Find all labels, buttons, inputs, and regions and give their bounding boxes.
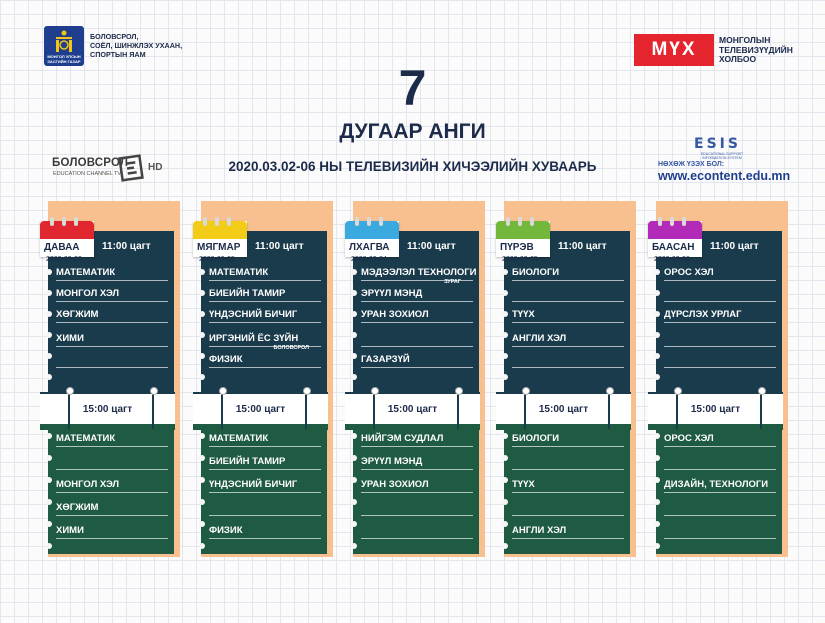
binder-hole-icon [654, 290, 660, 296]
pin-icon [371, 387, 379, 395]
afternoon-time: 15:00 цагт [82, 404, 133, 415]
soyombo-emblem-icon [44, 26, 84, 66]
esis-logo: ESIS [694, 136, 741, 152]
afternoon-slot [664, 496, 776, 516]
calendar-ring-icon [682, 217, 686, 226]
subject-label: АНГЛИ ХЭЛ [512, 525, 567, 536]
morning-slot [664, 303, 776, 323]
pin-icon [219, 387, 227, 395]
subject-label: БИОЛОГИ [512, 267, 560, 278]
calendar-ring-icon [379, 217, 383, 226]
binder-hole-icon [502, 455, 508, 461]
afternoon-slot [209, 519, 321, 539]
binder-hole-icon [654, 455, 660, 461]
emblem-caption: МОНГОЛ УЛСЫН ЗАСГИЙН ГАЗАР [47, 54, 81, 64]
binder-hole-icon [199, 455, 205, 461]
morning-slot [664, 348, 776, 368]
pin-icon [150, 387, 158, 395]
afternoon-slot [512, 450, 624, 470]
afternoon-slot [209, 496, 321, 516]
binder-hole-icon [351, 499, 357, 505]
day-name: ПҮРЭВ [500, 242, 534, 253]
subject-label: ХИМИ [56, 333, 84, 344]
day-column [40, 201, 175, 561]
channel-name: БОЛОВСРОЛ [52, 157, 129, 169]
binder-hole-icon [502, 521, 508, 527]
binder-hole-icon [46, 332, 52, 338]
pin-icon [303, 387, 311, 395]
day-date: 2020-03-03 [199, 256, 235, 263]
subject-label: МЭДЭЭЛЭЛ ТЕХНОЛОГИ [361, 267, 477, 278]
day-column [193, 201, 328, 561]
binder-hole-icon [46, 290, 52, 296]
day-column [648, 201, 783, 561]
day-name: ДАВАА [44, 242, 80, 253]
afternoon-slot [209, 473, 321, 493]
morning-slot [209, 282, 321, 302]
afternoon-slot [209, 450, 321, 470]
subject-label: БИЕИЙН ТАМИР [209, 288, 286, 299]
binder-hole-icon [654, 521, 660, 527]
binder-hole-icon [502, 499, 508, 505]
ministry-name-line: СОЁЛ, ШИНЖЛЭХ УХААН, [90, 41, 183, 50]
binder-hole-icon [199, 433, 205, 439]
day-tab-color [193, 221, 247, 239]
afternoon-slot [361, 519, 473, 539]
calendar-ring-icon [74, 217, 78, 226]
binder-hole-icon [199, 311, 205, 317]
morning-slot [664, 261, 776, 281]
subject-label: АНГЛИ ХЭЛ [512, 333, 567, 344]
subject-label: МАТЕМАТИК [209, 433, 269, 444]
afternoon-slot [512, 519, 624, 539]
subject-label: ОРОС ХЭЛ [664, 267, 714, 278]
afternoon-time: 15:00 цагт [387, 404, 438, 415]
binder-hole-icon [502, 543, 508, 549]
day-column [496, 201, 631, 561]
esis-caption: НӨХӨЖ ҮЗЭХ БОЛ: [658, 161, 725, 168]
calendar-ring-icon [530, 217, 534, 226]
subject-label: УРАН ЗОХИОЛ [361, 479, 429, 490]
binder-hole-icon [46, 477, 52, 483]
subject-label: ОРОС ХЭЛ [664, 433, 714, 444]
ministry-logo [44, 26, 204, 72]
subject-label: ХИМИ [56, 525, 84, 536]
morning-slot [209, 327, 321, 351]
day-tab [345, 221, 399, 263]
morning-slot [361, 282, 473, 302]
day-tab [40, 221, 94, 263]
subject-label: БИЕИЙН ТАМИР [209, 456, 286, 467]
afternoon-slot [664, 450, 776, 470]
binder-hole-icon [654, 477, 660, 483]
binder-hole-icon [199, 521, 205, 527]
subject-label: ФИЗИК [209, 354, 243, 365]
calendar-ring-icon [203, 217, 207, 226]
binder-hole-icon [502, 477, 508, 483]
ministry-name-line: СПОРТЫН ЯАМ [90, 50, 146, 59]
binder-hole-icon [46, 455, 52, 461]
subject-label: ИРГЭНИЙ ЁС ЗҮЙН [209, 333, 299, 344]
morning-slot [56, 303, 168, 323]
morning-time: 11:00 цагт [710, 241, 759, 252]
pin-icon [758, 387, 766, 395]
day-tab [648, 221, 702, 263]
channel-e-icon [118, 154, 146, 182]
binder-hole-icon [46, 499, 52, 505]
binder-hole-icon [502, 290, 508, 296]
subject-label: МАТЕМАТИК [56, 433, 116, 444]
morning-slot [209, 348, 321, 368]
binder-hole-icon [654, 332, 660, 338]
binder-hole-icon [351, 311, 357, 317]
pin-icon [66, 387, 74, 395]
pin-icon [606, 387, 614, 395]
day-tab-color [345, 221, 399, 239]
subject-label: ЭРҮҮЛ МЭНД [361, 288, 423, 299]
afternoon-slot [56, 473, 168, 493]
binder-hole-icon [351, 353, 357, 359]
afternoon-slot [512, 427, 624, 447]
afternoon-slot [512, 473, 624, 493]
morning-slot [56, 282, 168, 302]
binder-hole-icon [351, 269, 357, 275]
binder-hole-icon [199, 353, 205, 359]
subject-note: ЗУРАГ [444, 279, 461, 285]
binder-hole-icon [654, 433, 660, 439]
afternoon-slot [361, 496, 473, 516]
afternoon-slot [56, 427, 168, 447]
morning-slot [361, 327, 473, 347]
calendar-ring-icon [50, 217, 54, 226]
mnb-logo [634, 34, 794, 70]
binder-hole-icon [199, 477, 205, 483]
binder-hole-icon [46, 543, 52, 549]
binder-hole-icon [654, 269, 660, 275]
day-name: МЯГМАР [197, 242, 241, 253]
subject-label: ФИЗИК [209, 525, 243, 536]
binder-hole-icon [351, 374, 357, 380]
binder-hole-icon [46, 521, 52, 527]
esis-block [658, 136, 798, 186]
binder-hole-icon [351, 521, 357, 527]
morning-slot [664, 282, 776, 302]
binder-hole-icon [46, 269, 52, 275]
subject-label: ЭРҮҮЛ МЭНД [361, 456, 423, 467]
morning-time: 11:00 цагт [255, 241, 304, 252]
ministry-name-line: БОЛОВСРОЛ, [90, 32, 139, 41]
subject-label: НИЙГЭМ СУДЛАЛ [361, 433, 444, 444]
grade-title: ДУГААР АНГИ [339, 120, 486, 143]
calendar-ring-icon [227, 217, 231, 226]
binder-hole-icon [351, 543, 357, 549]
morning-time: 11:00 цагт [102, 241, 151, 252]
binder-hole-icon [351, 455, 357, 461]
binder-hole-icon [46, 374, 52, 380]
binder-hole-icon [654, 311, 660, 317]
day-date: 2020-03-02 [46, 256, 82, 263]
calendar-ring-icon [355, 217, 359, 226]
morning-slot [512, 282, 624, 302]
morning-time: 11:00 цагт [558, 241, 607, 252]
ministry-name [90, 32, 208, 59]
afternoon-slot [361, 427, 473, 447]
morning-slot [209, 261, 321, 281]
afternoon-slot [361, 473, 473, 493]
channel-hd-label: HD [148, 162, 163, 173]
calendar-ring-icon [506, 217, 510, 226]
calendar-ring-icon [658, 217, 662, 226]
morning-slot [56, 261, 168, 281]
afternoon-slot [512, 496, 624, 516]
subject-label: ТҮҮХ [512, 309, 535, 320]
afternoon-slot [56, 519, 168, 539]
calendar-ring-icon [215, 217, 219, 226]
morning-slot [512, 303, 624, 323]
afternoon-slot [664, 473, 776, 493]
afternoon-slot [664, 427, 776, 447]
subject-label: МОНГОЛ ХЭЛ [56, 288, 120, 299]
subject-label: ҮНДЭСНИЙ БИЧИГ [209, 479, 298, 490]
afternoon-slot [664, 519, 776, 539]
day-tab-color [40, 221, 94, 239]
channel-subtitle: EDUCATION CHANNEL TV [53, 171, 122, 177]
binder-hole-icon [502, 374, 508, 380]
day-column [345, 201, 480, 561]
binder-hole-icon [199, 374, 205, 380]
subject-label: ХӨГЖИМ [56, 309, 99, 320]
day-date: 2020-03-06 [654, 256, 690, 263]
morning-slot [512, 348, 624, 368]
subject-note: БОЛОВСРОЛ [273, 345, 309, 351]
subject-label: ГАЗАРЗҮЙ [361, 354, 410, 365]
binder-hole-icon [199, 499, 205, 505]
binder-hole-icon [502, 332, 508, 338]
subject-label: БИОЛОГИ [512, 433, 560, 444]
mnb-name-line: ТЕЛЕВИЗҮҮДИЙН [719, 44, 793, 55]
morning-slot [512, 327, 624, 347]
afternoon-time: 15:00 цагт [538, 404, 589, 415]
morning-slot [361, 348, 473, 368]
channel-logo [52, 154, 172, 188]
pin-icon [522, 387, 530, 395]
day-name: БААСАН [652, 242, 695, 253]
morning-slot [361, 303, 473, 323]
binder-hole-icon [199, 290, 205, 296]
afternoon-slot [361, 450, 473, 470]
day-tab [496, 221, 550, 263]
day-date: 2020-03-05 [502, 256, 538, 263]
mnb-name-line: ХОЛБОО [719, 54, 757, 64]
morning-slot [512, 261, 624, 281]
binder-hole-icon [351, 433, 357, 439]
binder-hole-icon [654, 353, 660, 359]
calendar-ring-icon [670, 217, 674, 226]
day-tab-color [648, 221, 702, 239]
morning-slot [361, 261, 477, 285]
binder-hole-icon [502, 269, 508, 275]
calendar-ring-icon [518, 217, 522, 226]
subject-label: МОНГОЛ ХЭЛ [56, 479, 120, 490]
binder-hole-icon [199, 543, 205, 549]
binder-hole-icon [654, 499, 660, 505]
binder-hole-icon [502, 433, 508, 439]
morning-slot [56, 348, 168, 368]
day-date: 2020-03-04 [351, 256, 387, 263]
subject-label: МАТЕМАТИК [56, 267, 116, 278]
binder-hole-icon [351, 290, 357, 296]
binder-hole-icon [502, 311, 508, 317]
binder-hole-icon [46, 433, 52, 439]
binder-hole-icon [46, 353, 52, 359]
pin-icon [674, 387, 682, 395]
afternoon-slot [56, 450, 168, 470]
binder-hole-icon [199, 269, 205, 275]
binder-hole-icon [654, 374, 660, 380]
morning-slot [56, 327, 168, 347]
day-name: ЛХАГВА [349, 242, 390, 253]
day-tab-color [496, 221, 550, 239]
schedule-subtitle: 2020.03.02-06 НЫ ТЕЛЕВИЗИЙН ХИЧЭЭЛИЙН ХУВААРЬ [228, 159, 597, 174]
subject-label: ХӨГЖИМ [56, 502, 99, 513]
afternoon-time: 15:00 цагт [690, 404, 741, 415]
binder-hole-icon [351, 477, 357, 483]
day-tab [193, 221, 247, 263]
esis-website-link[interactable]: www.econtent.edu.mn [658, 169, 791, 183]
subject-label: УРАН ЗОХИОЛ [361, 309, 429, 320]
subject-label: ДИЗАЙН, ТЕХНОЛОГИ [664, 479, 769, 490]
binder-hole-icon [351, 332, 357, 338]
binder-hole-icon [502, 353, 508, 359]
pin-icon [455, 387, 463, 395]
mnb-name [719, 36, 799, 65]
calendar-ring-icon [367, 217, 371, 226]
subject-label: МАТЕМАТИК [209, 267, 269, 278]
esis-logo-subtitle: EDUCATIONAL SUPPORT INFORMATION SYSTEM [700, 152, 744, 160]
grade-number: 7 [398, 60, 427, 116]
subject-label: ДҮРСЛЭХ УРЛАГ [664, 309, 742, 320]
binder-hole-icon [46, 311, 52, 317]
morning-slot [664, 327, 776, 347]
subject-label: ТҮҮХ [512, 479, 535, 490]
morning-time: 11:00 цагт [407, 241, 456, 252]
calendar-ring-icon [62, 217, 66, 226]
mnb-logo-mark: МҮХ [634, 34, 714, 66]
afternoon-slot [56, 496, 168, 516]
mnb-name-line: МОНГОЛЫН [719, 35, 771, 45]
afternoon-slot [209, 427, 321, 447]
binder-hole-icon [654, 543, 660, 549]
morning-slot [209, 303, 321, 323]
binder-hole-icon [199, 332, 205, 338]
afternoon-time: 15:00 цагт [235, 404, 286, 415]
subject-label: ҮНДЭСНИЙ БИЧИГ [209, 309, 298, 320]
